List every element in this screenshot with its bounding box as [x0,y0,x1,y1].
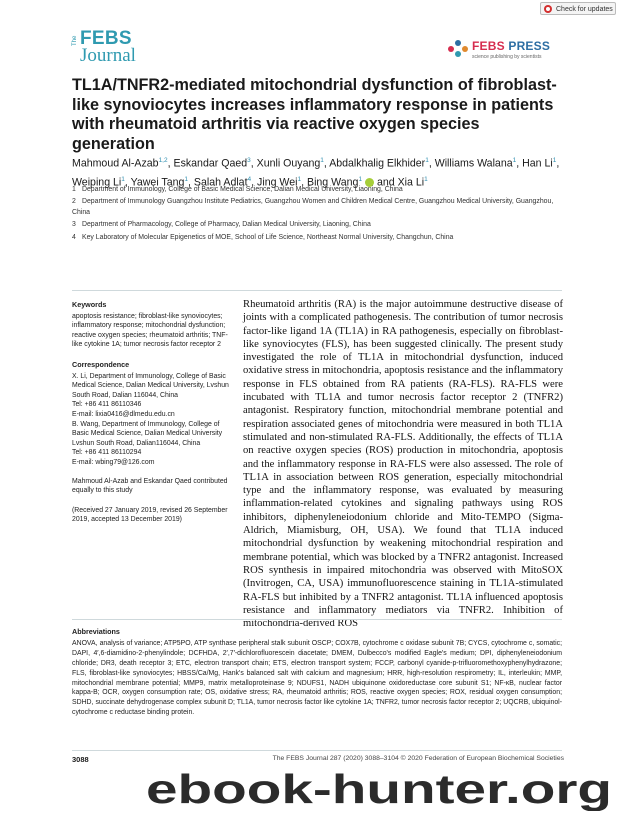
affiliation-item [72,233,562,243]
correspondence-address: B. Wang, Department of Immunology, College of Basic Medical Science, Dalian Medical University Lvshun South Road, Dalian116044, China [72,420,223,447]
affiliation-item [72,197,562,218]
author-list: Mahmoud Al-Azab$^{1,2}$, Eskandar Qaed$^3$, Xunli Ouyang$^1$, Abdalkhalig Elkhider$^1$, Williams Walana$^1$, Han Li$^1$, Weiping Li$^1$, Yawei Tang$^1$, Salah Adlat$^4$, Jing Wei$^1$, Bing Wang$^1$ and Xia Li$^1$ [72,157,560,189]
author-name: Xunli Ouyang [256,157,321,170]
check-updates-label: Check for updates [556,6,613,13]
publisher-name: FEBS PRESS [472,39,551,53]
check-for-updates-button[interactable] [540,2,616,15]
journal-logo-febs: FEBS [80,28,132,49]
journal-logo-the: The [72,35,78,46]
author-affiliation-marker: 1 [121,175,125,183]
author-name: Williams Walana [434,157,513,170]
author-affiliation-marker: 1 [425,157,429,164]
affiliation-item [72,185,562,195]
publisher-tagline: science publishing by scientists [472,54,542,60]
author-name: Bing Wang [307,176,359,189]
author-name: Salah Adlat [193,176,248,189]
article-title: TL1A/TNFR2-mediated mitochondrial dysfunction of fibroblast-like synoviocytes increases inflammatory response in patients with rheumatoid arthritis via reactive oxygen species generation [72,76,557,153]
watermark [146,767,616,811]
keywords-heading: Keywords [72,300,107,309]
article-sidebar [72,300,232,535]
author-name: Yawei Tang [130,176,185,189]
keywords-text: apoptosis resistance; fibroblast-like synoviocytes; inflammatory response; mitochondrial dysfunction; reactive oxygen species; rheumatoid arthritis; TNF-like cytokine 1A; tumor necrosis factor receptor 2 [72,312,228,349]
footer-divider [72,750,562,751]
author-name: Jing Wei [257,176,298,189]
author-name: Eskandar Qaed [173,157,248,170]
affiliation-number: 2 [72,198,76,206]
author-name: Weiping Li [72,176,122,189]
correspondence-phone: Tel: +86 411 86110294 [72,449,142,457]
affiliation-number: 4 [72,233,76,241]
received-dates: (Received 27 January 2019, revised 26 September 2019, accepted 13 December 2019) [72,506,228,524]
affiliation-item [72,220,562,230]
correspondence-block-1 [72,372,232,420]
author-affiliation-marker: 1 [424,175,428,183]
correspondence-address: X. Li, Department of Immunology, College of Basic Medical Science, Dalian Medical University, Lvshun South Road, Dalian 116044, China [72,372,229,399]
affiliation-number: 1 [72,186,76,193]
publisher-logo [448,38,558,64]
author-affiliation-marker: 3 [247,157,251,164]
correspondence-heading: Correspondence [72,359,130,369]
check-updates-icon [544,5,552,13]
affiliation-text: Department of Immunology, College of Basic Medical Science, Dalian Medical University, Liaoning, China [82,186,403,193]
affiliation-text: Department of Pharmacology, College of Pharmacy, Dalian Medical University, Liaoning, China [82,221,371,229]
header-divider [72,290,562,291]
correspondence-email[interactable]: E-mail: wbing79@126.com [72,458,155,466]
affiliation-number: 3 [72,221,76,229]
abbreviations [72,627,562,718]
page-number: 3088 [72,755,89,764]
author-name: Mahmoud Al-Azab [72,157,159,170]
author-affiliation-marker: 1 [184,175,189,183]
abbreviations-heading: Abbreviations [72,627,120,636]
equal-contribution-note: Mahmoud Al-Azab and Eskandar Qaed contributed equally to this study [72,477,228,495]
affiliation-text: Key Laboratory of Molecular Epigenetics of MOE, School of Life Science, Northeast Normal University, Changchun, China [82,233,454,241]
correspondence-block-2 [72,420,232,468]
footer-citation: The FEBS Journal 287 (2020) 3088–3104 © 2020 Federation of European Biochemical Societies [272,755,564,762]
correspondence-email[interactable]: E-mail: lixia0416@dlmedu.edu.cn [72,410,175,418]
author-affiliation-marker: 1 [512,157,517,164]
abbreviations-divider [72,619,562,620]
author-affiliation-marker: 1 [297,175,302,183]
journal-logo [72,28,142,66]
author-affiliation-marker: 1 [552,157,557,164]
author-affiliation-marker: 1 [358,175,363,183]
abstract-text: Rheumatoid arthritis (RA) is the major autoimmune destructive disease of joints with a complicated pathogenesis. The contribution of tumor necrosis factor-like ligand 1A (TL1A) in RA pathogenesis, especially on fibroblast-like synoviocytes (FLS), has been suggested clinically. The present study investigated the role of TL1A in mitochondrial dysfunction, induced oxidative stress in mitochondria, apoptosis resistance and the inflammatory response in FLS obtained from RA patients (RA-FLS). RA-FLS were incubated with TL1A and tumor necrosis factor receptor 2 (TNFR2) antagonist. Respiratory function, mitochondrial membrane potential and respiration associated genes of mitochondria were measured in both TL1A stimulated and non-stimulated RA-FLS. Additionally, the effects of TL1A on reactive oxygen species (ROS) production in mitochondria, apoptosis and the inflammatory response in RA-FLS were also assessed. The role of TL1A in association between ROS generation, especially mitochondrial type and the inflammatory response, was evaluated by measuring inflammation-related cytokines and signaling pathways using ROS inhibitors, diphenyleneiodonium chloride and Mito-TEMPO (Sigma-Aldrich, Miamisburg, OH, USA). We found that TL1A induced mitochondrial dysfunction by weakening mitochondrial respiration and membrane potential, which was blocked by a TNFR2 antagonist. Increased ROS synthesis in impaired mitochondria was observed with MitoSOX (Invitrogen, CA, USA) immunofluorescence staining in TL1A-stimulated RA-FLS but inhibited by a TNFR2 antagonist. TL1A influenced apoptosis resistance and inflammatory mediators via TNFR2. Inhibition of mitochondria-derived ROS [243,299,563,630]
author-affiliation-marker: 1 [320,157,324,164]
author-affiliation-marker: 4 [247,175,252,183]
author-affiliation-marker: 1,2 [158,157,168,164]
author-name: Abdalkhalig Elkhider [329,157,426,170]
correspondence-phone: Tel: +86 411 86110346 [72,401,142,409]
abbreviations-text: ANOVA, analysis of variance; ATP5PO, ATP synthase peripheral stalk subunit OSCP; COX7B, cytochrome c oxidase subunit 7B; CYCS, cytochrome c, somatic; DAPI, 4′,6-diamidino-2-phenylindole; DCFHDA, 2′,7′-dichlorofluorescein diacetate; DMEM, Dulbecco's modified Eagle's medium; DPI, diphenyleneiodonium chloride; DR3, death receptor 3; ETC, electron transport chain; ETS, electron transport system; FCCP, carbonyl cyanide-p-trifluoromethoxyphenylhydrazone; FLS, fibroblast-like synoviocytes; HBSS/Ca/Mg, Hank's balanced salt with calcium and magnesium; HRR, high-resolution respirometry; IL, interleukin; MMP, mitochondrial membrane potential; MMP9, matrix metalloproteinase 9; NDUFS1, NADH ubiquinone oxidoreductase core subunit S1; NF-κB, nuclear factor kappa-B; OCR, oxygen consumption rate; OS, oxidative stress; RA, rheumatoid arthritis; ROS, reactive oxygen species; ROX, residual oxygen consumption; SDHD, succinate dehydrogenase complex subunit D; TL1A, tumor necrosis factor like cytokine 1A; TNFR2, tumor necrosis factor receptor 2; UQCRB, ubiquinol-cytochrome c reductase binding protein. [72,639,562,717]
febs-press-mark-icon [448,40,468,58]
watermark-text: ebook-hunter.org [146,767,612,811]
author-name: Han Li [522,157,553,170]
affiliations [72,185,562,245]
affiliation-text: Department of Immunology Guangzhou Institute Pediatrics, Guangzhou Women and Children Medical Centre, Guangzhou Medical University, Guangzhou, China [72,198,554,216]
journal-logo-journal: Journal [80,45,136,66]
author-name: and Xia Li [376,176,425,189]
